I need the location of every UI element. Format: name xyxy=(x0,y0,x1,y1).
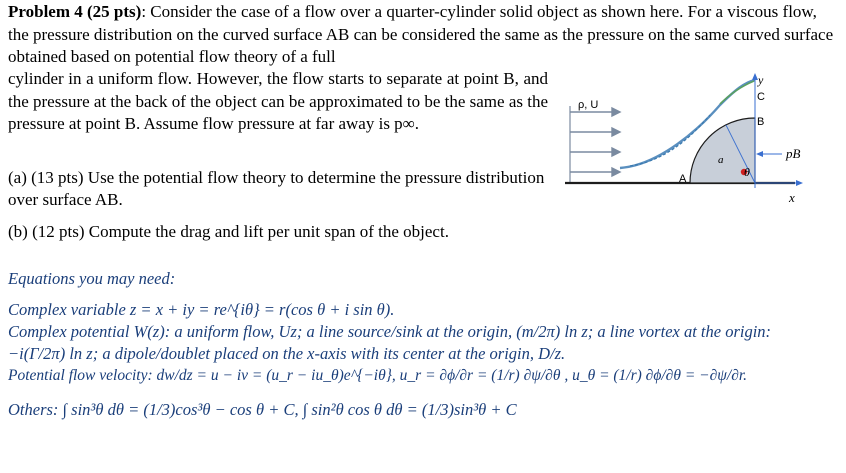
label-p-b: pB xyxy=(786,146,801,161)
part-a-label: (a) xyxy=(8,168,27,187)
equation-line-1: Complex variable z = x + iy = re^{iθ} = r(cos θ + i sin θ). xyxy=(8,300,395,319)
label-rho-u: ρ, U xyxy=(578,99,599,111)
part-b-label: (b) xyxy=(8,222,28,241)
label-point-c: C xyxy=(757,91,765,103)
label-axis-x: x xyxy=(789,190,795,205)
problem-label: Problem 4 (25 pts) xyxy=(8,2,142,21)
part-b-text: (12 pts) Compute the drag and lift per unit span of the object. xyxy=(32,222,449,241)
label-radius: a xyxy=(718,154,724,166)
equation-line-4: Potential flow velocity: dw/dz = u − iv = (u_r − iu_θ)e^{−iθ}, u_r = ∂ϕ/∂r = (1/r) ∂ψ/∂θ , u_θ = (1/r) ∂ϕ/∂θ = −∂ψ/∂r. xyxy=(8,367,748,384)
part-a xyxy=(8,167,553,211)
part-a-text: (13 pts) Use the potential flow theory to determine the pressure distribution over surface AB. xyxy=(8,168,545,209)
equations-block xyxy=(8,268,838,421)
problem-intro-2: cylinder in a uniform flow. However, the flow starts to separate at point B, and the pressure at the back of the object can be approximated to be the same as the pressure at point B. Assume flow pressure at far away is p∞. xyxy=(8,69,549,133)
label-theta: θ xyxy=(744,165,750,179)
label-point-b: B xyxy=(757,116,765,128)
problem-statement: Problem 4 (25 pts): Consider the case of a flow over a quarter-cylinder solid object as shown here. For a viscous flow, the pressure distribution on the curved surface AB can be considered the same as the pressure on the same curved surface obtained based on potential flow theory of a full xyxy=(8,2,834,66)
equations-heading: Equations you may need: xyxy=(8,269,176,288)
label-axis-y: y xyxy=(758,73,764,87)
equation-line-5: Others: ∫ sin³θ dθ = (1/3)cos³θ − cos θ + C, ∫ sin²θ cos θ dθ = (1/3)sin³θ + C xyxy=(8,400,517,419)
flow-diagram xyxy=(560,70,840,210)
equation-line-3: −i(Γ/2π) ln z; a dipole/doublet placed on the x-axis with its center at the origin, D/z. xyxy=(8,344,566,363)
problem-statement-cont xyxy=(8,68,548,136)
equation-line-2: Complex potential W(z): a uniform flow, Uz; a line source/sink at the origin, (m/2π) ln z; a line vortex at the origin: xyxy=(8,322,772,341)
label-point-a: A xyxy=(679,173,687,185)
part-b xyxy=(8,221,553,243)
inflow-arrows xyxy=(570,108,620,176)
flow-diagram-svg xyxy=(560,70,840,210)
problem-intro: Consider the case of a flow over a quarter-cylinder solid object as shown here. For a viscous flow, the pressure distribution on the curved surface AB can be considered the same as the pressure on the same curved surface obtained based on potential flow theory of a full xyxy=(8,2,834,66)
